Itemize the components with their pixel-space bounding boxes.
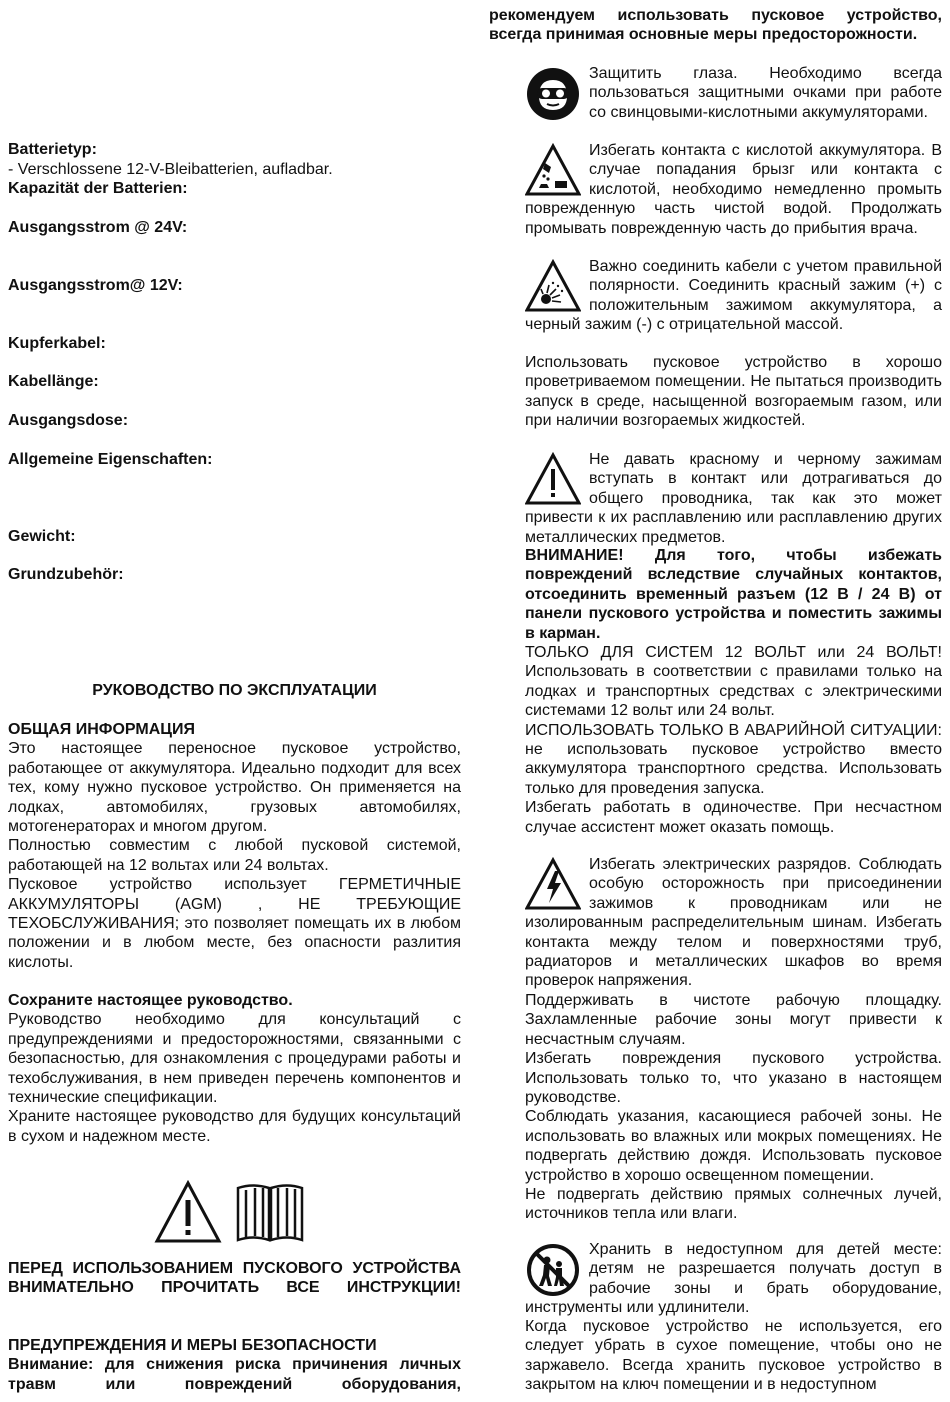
spec-copper-cable-label: Kupferkabel: xyxy=(8,335,106,352)
warning-triangle-icon xyxy=(154,1180,222,1244)
no-children-icon xyxy=(525,1242,581,1298)
save-manual-heading: Сохраните настоящее руководство. xyxy=(8,992,293,1009)
electric-discharge-text: Избегать электрических разрядов. Соблюдать особую осторожность при присоединении зажимов к проводникам или не изолированным распределительным шинам. Избегать контакта между телом и поверхностями труб, радиаторов и металлических шкафов во время проверок напряжения. xyxy=(525,856,942,990)
manual-title: РУКОВОДСТВО ПО ЭКСПЛУАТАЦИИ xyxy=(92,682,377,699)
save-manual-paragraph: Руководство необходимо для консультаций с предупреждениями и предосторожностями, связанными с безопасностью, для ознакомления с процедурами работы и техобслуживания, в нем приведен перечень компонентов и технические спецификации. xyxy=(8,1011,461,1107)
ventilation-text: Использовать пусковое устройство в хорошо проветриваемом помещении. Не пытаться производить запуск в среде, насыщенной возгораемым газом, или при наличии возгораемых жидкостей. xyxy=(525,354,942,430)
spec-output-socket-label: Ausgangsdose: xyxy=(8,412,129,429)
left-column xyxy=(8,0,461,1402)
work-alone-text: Избегать работать в одиночестве. При несчастном случае ассистент может оказать помощь. xyxy=(525,799,942,836)
general-info-heading: ОБЩАЯ ИНФОРМАЦИЯ xyxy=(8,721,195,738)
save-manual-paragraph: Храните настоящее руководство для будущих консультаций в сухом и надежном месте. xyxy=(8,1108,461,1145)
clean-area-text: Поддерживать в чистоте рабочую площадку. Захламленные рабочие зоны могут привести к несчастным случаям. xyxy=(525,992,942,1048)
spec-general-properties-label: Allgemeine Eigenschaften: xyxy=(8,451,213,468)
spec-cable-length-label: Kabellänge: xyxy=(8,373,99,390)
systems-only-text: ТОЛЬКО ДЛЯ СИСТЕМ 12 ВОЛЬТ или 24 ВОЛЬТ! xyxy=(525,644,942,662)
storage-text: Когда пусковое устройство не используется, его следует убрать в сухое помещение, чтобы оно не заржавело. Всегда хранить пусковое устройство в закрытом на ключ помещении и в недоступном xyxy=(525,1318,942,1394)
work-zone-text: Соблюдать указания, касающиеся рабочей зоны. Не использовать во влажных или мокрых помещениях. Не подвергать действию дождя. Использовать пусковое устройство в хорошо освещенном помещении. xyxy=(525,1108,942,1184)
spec-output-12v-label: Ausgangsstrom@ 12V: xyxy=(8,277,183,294)
spec-battery-type-value: - Verschlossene 12-V-Bleibatterien, aufladbar. xyxy=(8,161,333,178)
read-instructions-warning: ПЕРЕД ИСПОЛЬЗОВАНИЕМ ПУСКОВОГО УСТРОЙСТВА ВНИМАТЕЛЬНО ПРОЧИТАТЬ ВСЕ ИНСТРУКЦИИ! xyxy=(8,1260,461,1297)
open-manual-icon xyxy=(235,1180,305,1244)
symbols-row xyxy=(8,1180,461,1244)
attention-paragraph: Внимание: для снижения риска причинения личных травм или повреждений оборудования, xyxy=(8,1356,461,1393)
attention-disconnect-text: ВНИМАНИЕ! Для того, чтобы избежать повреждений вследствие случайных контактов, отсоединить временный разъем (12 В / 24 В) от панели пускового устройства и поместить зажимы в карман. xyxy=(525,547,942,642)
acid-hazard-icon xyxy=(525,143,581,199)
emergency-use-text: ИСПОЛЬЗОВАТЬ ТОЛЬКО В АВАРИЙНОЙ СИТУАЦИИ: не использовать пусковое устройство вместо аккумулятора транспортного средства. Использовать только для проведения запуска. xyxy=(525,721,942,797)
sunlight-text: Не подвергать действию прямых солнечных лучей, источников тепла или влаги. xyxy=(525,1186,942,1223)
explosion-hazard-icon xyxy=(525,259,581,315)
boats-usage-text: Использовать в соответствии с правилами только на лодках и транспортных средствах с электрическими системами 12 вольт или 24 вольт. xyxy=(525,663,942,720)
general-info-paragraph: Полностью совместим с любой пусковой системой, работающей на 12 вольтах или 24 вольтах. xyxy=(8,837,461,874)
warning-icon xyxy=(525,452,581,508)
acid-contact-text: Избегать контакта с кислотой аккумулятора. В случае попадания брызг или контакта с кислотой, необходимо немедленно промыть поврежденную часть чистой водой. Продолжать промывать поврежденную часть до прибытия врача. xyxy=(525,142,942,237)
general-info-paragraph: Это настоящее переносное пусковое устройство, работающее от аккумулятора. Идеально подходит для всех тех, кому нужно пусковое устройство. Он применяется на лодках, автомобилях, грузовых автомобилях, мотогенераторах и многом другом. xyxy=(8,740,461,836)
spec-battery-type-label: Batterietyp: xyxy=(8,141,97,158)
intro-paragraph: рекомендуем использовать пусковое устройство, всегда принимая основные меры предосторожности. xyxy=(489,7,942,44)
avoid-damage-text: Избегать повреждения пускового устройства. Использовать только то, что указано в настоящем руководстве. xyxy=(525,1050,942,1107)
safety-goggles-icon xyxy=(525,66,581,122)
protect-eyes-text: Защитить глаза. Необходимо всегда пользоваться защитными очками при работе со свинцовыми-кислотными аккумуляторами. xyxy=(589,65,942,121)
spec-capacity-label: Kapazität der Batterien: xyxy=(8,180,188,197)
warnings-heading: ПРЕДУПРЕЖДЕНИЯ И МЕРЫ БЕЗОПАСНОСТИ xyxy=(8,1337,377,1354)
electric-shock-icon xyxy=(525,857,581,913)
general-info-paragraph: Пусковое устройство использует ГЕРМЕТИЧНЫЕ АККУМУЛЯТОРЫ (AGM) , НЕ ТРЕБУЮЩИЕ ТЕХОБСЛУЖИВАНИЯ; это позволяет помещать их в любом положении и в любом месте, без опасности разлития кислоты. xyxy=(8,876,461,971)
right-column xyxy=(489,0,942,1402)
polarity-text: Важно соединить кабели с учетом правильной полярности. Соединить красный зажим (+) с положительным зажимом аккумулятора, а черный зажим (-) с отрицательной массой. xyxy=(525,258,942,334)
children-access-text: Хранить в недоступном для детей месте: детям не разрешается получать доступ в рабочие зоны и брать оборудование, инструменты или удлинители. xyxy=(525,1241,942,1317)
clamps-contact-text: Не давать красному и черному зажимам вступать в контакт или дотрагиваться до общего проводника, так как это может привести к их расплавлению или расплавлению других металлических предметов. xyxy=(525,451,942,546)
spec-accessories-label: Grundzubehör: xyxy=(8,566,124,583)
spec-output-24v-label: Ausgangsstrom @ 24V: xyxy=(8,219,188,236)
spec-weight-label: Gewicht: xyxy=(8,528,76,545)
